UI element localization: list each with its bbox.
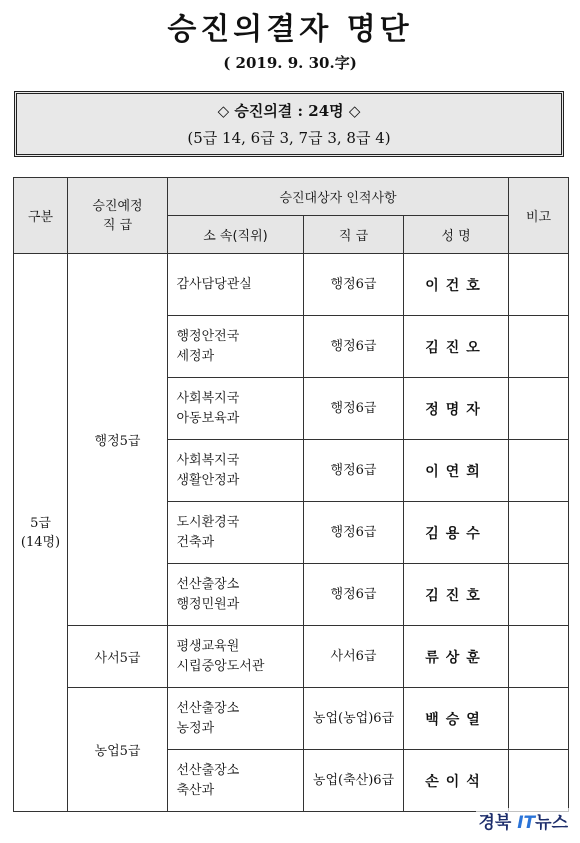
table-row	[14, 254, 569, 316]
dept-cell	[168, 502, 304, 564]
watermark-part-2: IT	[517, 813, 536, 833]
grade-cell: 사서6급	[304, 626, 404, 688]
grade-cell: 농업(농업)6급	[304, 688, 404, 750]
grade-cell: 행정6급	[304, 378, 404, 440]
dept-line-1: 도시환경국	[176, 514, 240, 530]
name-cell: 손이석	[404, 750, 509, 812]
category-label-1: 5급	[30, 515, 51, 531]
name-cell: 류상훈	[404, 626, 509, 688]
header-name: 성 명	[404, 216, 509, 254]
note-cell	[509, 440, 569, 502]
dept-line-1: 사회복지국	[176, 390, 240, 406]
note-cell	[509, 378, 569, 440]
note-cell	[509, 564, 569, 626]
dept-line-2: 아동보육과	[176, 410, 240, 426]
grade-cell: 행정6급	[304, 440, 404, 502]
dept-cell	[168, 688, 304, 750]
name-cell: 정명자	[404, 378, 509, 440]
dept-cell	[168, 750, 304, 812]
target-grade-cell: 농업5급	[68, 688, 168, 812]
grade-cell: 행정6급	[304, 316, 404, 378]
note-cell	[509, 750, 569, 812]
dept-cell	[168, 316, 304, 378]
summary-line-2: (5급 14, 6급 3, 7급 3, 8급 4)	[187, 129, 391, 147]
dept-line-1: 선산출장소	[176, 700, 240, 716]
note-cell	[509, 254, 569, 316]
promotion-table	[13, 177, 569, 812]
note-cell	[509, 688, 569, 750]
watermark-part-1: 경북	[478, 813, 512, 833]
dept-line-2: 생활안정과	[176, 472, 240, 488]
watermark-logo	[476, 808, 570, 833]
dept-line-1: 사회복지국	[176, 452, 240, 468]
page-title: 승진의결자 명단	[167, 12, 413, 47]
dept-line-2: 행정민원과	[176, 596, 240, 612]
table-row	[14, 688, 569, 750]
dept-line-2: 축산과	[176, 782, 215, 798]
header-dept: 소 속(직위)	[168, 216, 304, 254]
dept-cell	[168, 254, 304, 316]
header-category: 구분	[14, 178, 68, 254]
header-note: 비고	[509, 178, 569, 254]
dept-cell	[168, 440, 304, 502]
watermark-part-3: 뉴스	[535, 813, 568, 833]
name-cell: 이건호	[404, 254, 509, 316]
header-target-grade-line-2: 직 급	[102, 217, 133, 233]
note-cell	[509, 316, 569, 378]
name-cell: 이연희	[404, 440, 509, 502]
target-grade-cell: 행정5급	[68, 254, 168, 626]
name-cell: 백승열	[404, 688, 509, 750]
header-personnel-group: 승진대상자 인적사항	[168, 178, 509, 216]
header-target-grade-line-1: 승진예정	[92, 198, 143, 214]
dept-line-2: 농정과	[176, 720, 215, 736]
dept-cell	[168, 626, 304, 688]
dept-line-1: 선산출장소	[176, 576, 240, 592]
table-row	[14, 626, 569, 688]
note-cell	[509, 502, 569, 564]
dept-cell	[168, 378, 304, 440]
grade-cell: 행정6급	[304, 254, 404, 316]
dept-line-2: 세정과	[176, 348, 215, 364]
category-cell	[14, 254, 68, 812]
summary-line-1: ◇ 승진의결 : 24명 ◇	[217, 102, 361, 120]
target-grade-cell: 사서5급	[68, 626, 168, 688]
dept-line-1: 행정안전국	[176, 328, 240, 344]
dept-line-2: 시립중앙도서관	[176, 658, 265, 674]
grade-cell: 농업(축산)6급	[304, 750, 404, 812]
header-target-grade	[68, 178, 168, 254]
document-date: ( 2019. 9. 30.字)	[223, 54, 357, 72]
dept-cell	[168, 564, 304, 626]
dept-line-1: 선산출장소	[176, 762, 240, 778]
dept-line-2: 건축과	[176, 534, 215, 550]
summary-box	[14, 91, 564, 157]
name-cell: 김용수	[404, 502, 509, 564]
dept-line-1: 평생교육원	[176, 638, 240, 654]
grade-cell: 행정6급	[304, 564, 404, 626]
header-grade: 직 급	[304, 216, 404, 254]
name-cell: 김진호	[404, 564, 509, 626]
dept-line-1: 감사담당관실	[176, 276, 252, 292]
note-cell	[509, 626, 569, 688]
name-cell: 김진오	[404, 316, 509, 378]
category-label-2: (14명)	[20, 534, 61, 550]
grade-cell: 행정6급	[304, 502, 404, 564]
